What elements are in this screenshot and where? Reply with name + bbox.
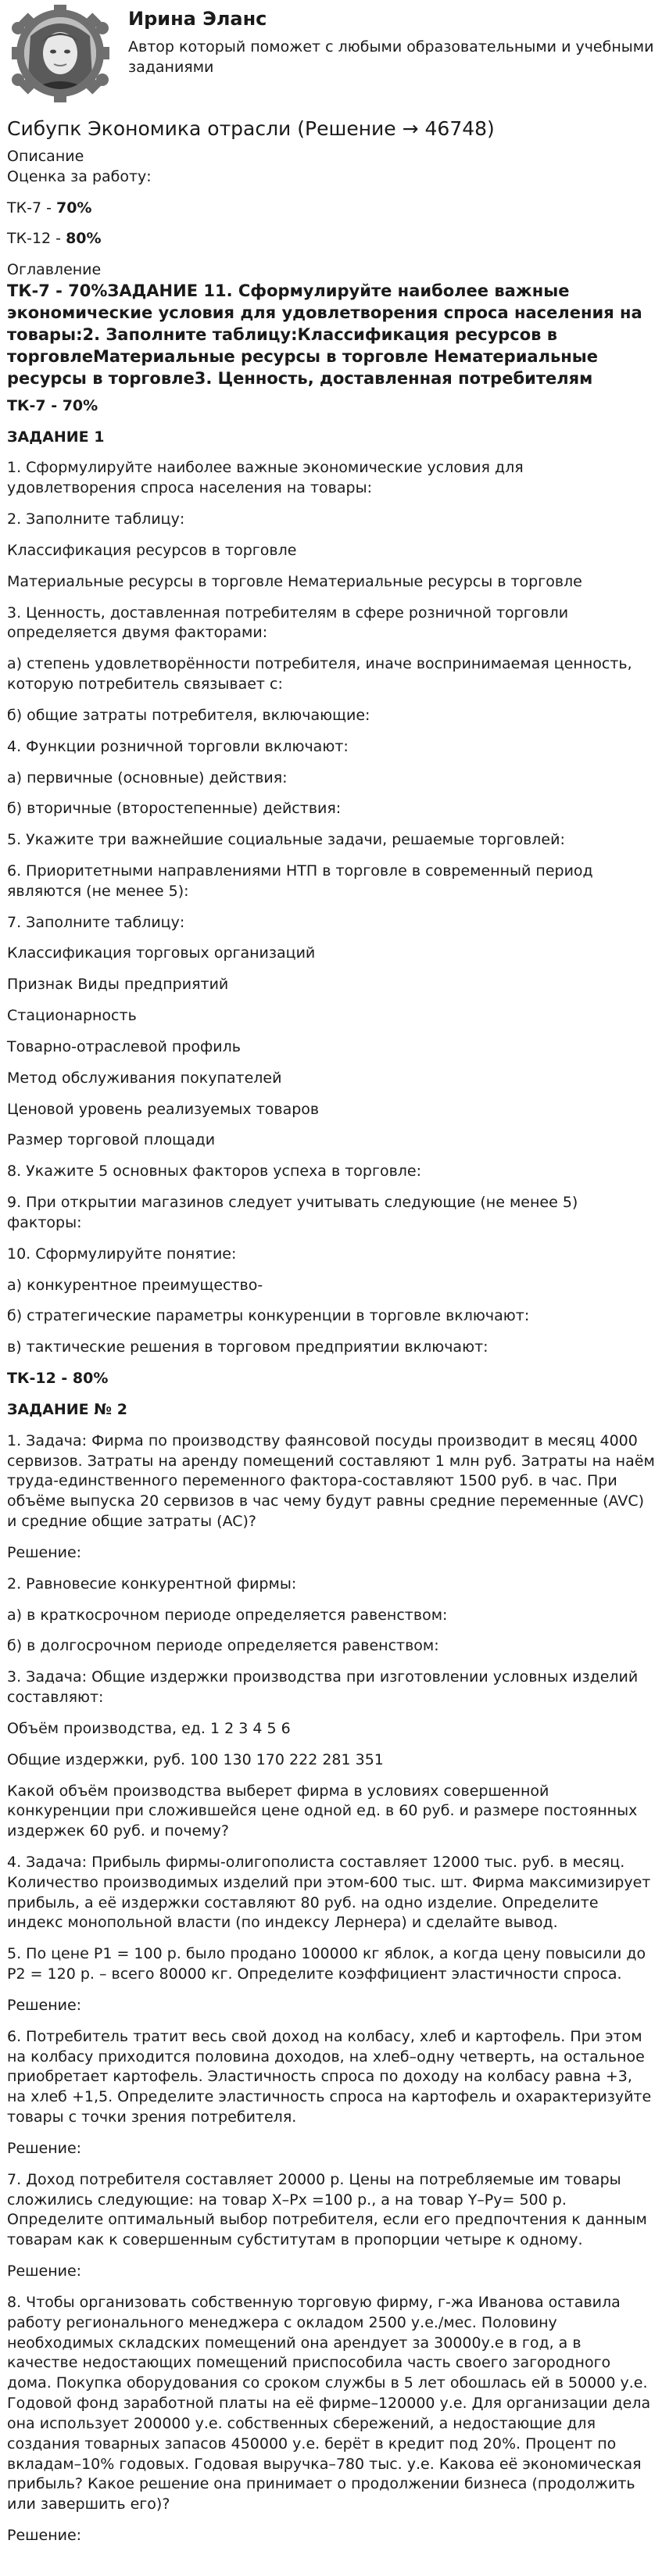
list-item: б) стратегические параметры конкуренции в торговле включают: (7, 1307, 530, 1325)
list-item: 8. Чтобы организовать собственную торговую фирму, г-жа Иванова оставила работу регионального менеджера с окладом 2500 у.е./мес. Половину необходимых складских помещений она арендует за 30000у.е в год, а в качестве недостающих помещений приспособила часть своего загородного дома. Покупка оборудования со сроком службы в 5 лет обошлась ей в 50000 у.е. Годовой фонд заработной платы на её фирме–120000 у.е. Для организации дела она использует 200000 у.е. собственных сбережений, а недостающие для создания товарных запасов 450000 у.е. берёт в кредит под 20%. Процент по вкладам–10% годовых. Годовая выручка–780 тыс. у.е. Какова её экономическая прибыль? Какое решение она принимает о продолжении бизнеса (продолжить или завершить его)? (7, 2293, 651, 2513)
list-item: Решение: (7, 2527, 82, 2544)
grade-tk12-value: 80% (66, 230, 102, 248)
list-item: Классификация торговых организаций (7, 944, 316, 962)
list-item: Решение: (7, 1543, 82, 1561)
list-item: Товарно-отраслевой профиль (7, 1037, 241, 1055)
author-name[interactable]: Ирина Эланс (128, 8, 267, 30)
list-item: Объём производства, ед. 1 2 3 4 5 6 (7, 1719, 291, 1737)
list-item: Решение: (7, 2263, 82, 2280)
list-item: Общие издержки, руб. 100 130 170 222 281 351 (7, 1750, 384, 1768)
list-item: Решение: (7, 1996, 82, 2014)
list-item: 2. Равновесие конкурентной фирмы: (7, 1575, 297, 1593)
list-item: 4. Задача: Прибыль фирмы-олигополиста составляет 12000 тыс. руб. в месяц. Количество производимых изделий при этом-600 тыс. шт. Фирма максимизирует прибыль, а её издержки составляют 80 руб. на одно изделие. Определите индекс монопольной власти (по индексу Лернера) и сделайте вывод. (7, 1853, 651, 1932)
toc-text: ТК-7 - 70%ЗАДАНИЕ 11. Сформулируйте наиболее важные экономические условия для удовлетворения спроса населения на товары:2. Заполните таблицу:Классификация ресурсов в торговлеМатериальные ресурсы в торговле Нематериальные ресурсы в торговле3. Ценность, доставленная потребителям (7, 281, 642, 388)
part1-items (7, 458, 655, 1358)
list-item: Решение: (7, 2139, 82, 2157)
author-info (128, 5, 655, 78)
list-item: 3. Ценность, доставленная потребителям в сфере розничной торговли определяется двумя факторами: (7, 604, 569, 642)
list-item: 5. Укажите три важнейшие социальные задачи, решаемые торговлей: (7, 831, 565, 849)
list-item: 2. Заполните таблицу: (7, 511, 185, 528)
list-item: 6. Потребитель тратит весь свой доход на колбасу, хлеб и картофель. При этом на колбасу приходится половина доходов, на хлеб–одну четверть, на остальное приобретает картофель. Эластичность спроса по доходу на колбасу равна +3, на хлеб +1,5. Определите эластичность спроса на картофель и охарактеризуйте товары с точки зрения потребителя. (7, 2027, 652, 2126)
grade-label: Оценка за работу: (7, 167, 152, 185)
part2-heading: ТК-12 - 80% (7, 1370, 109, 1388)
list-item: 3. Задача: Общие издержки производства при изготовлении условных изделий составляют: (7, 1668, 639, 1707)
part2-items (7, 1431, 655, 2546)
list-item: а) первичные (основные) действия: (7, 769, 288, 786)
list-item: 1. Сформулируйте наиболее важные экономические условия для удовлетворения спроса населения на товары: (7, 459, 524, 497)
list-item: Классификация ресурсов в торговле (7, 541, 297, 559)
list-item: 9. При открытии магазинов следует учитывать следующие (не менее 5) факторы: (7, 1194, 578, 1231)
list-item: 10. Сформулируйте понятие: (7, 1245, 237, 1263)
list-item: б) вторичные (второстепенные) действия: (7, 800, 342, 818)
grade-tk12 (7, 229, 655, 249)
grade-tk7-value: 70% (55, 199, 92, 217)
list-item: а) конкурентное преимущество- (7, 1276, 263, 1294)
list-item: 5. По цене P1 = 100 р. было продано 100000 кг яблок, а когда цену повысили до P2 = 120 р. – всего 80000 кг. Определите коэффициент эластичности спроса. (7, 1945, 646, 1983)
avatar-photo-icon (7, 5, 114, 102)
list-item: 4. Функции розничной торговли включают: (7, 737, 349, 755)
list-item: Какой объём производства выберет фирма в условиях совершенной конкуренции при сложившейся цене одной ед. в 60 руб. и размере постоянных издержек 60 руб. и почему? (7, 1782, 638, 1840)
list-item: Ценовой уровень реализуемых товаров (7, 1100, 320, 1118)
list-item: а) в краткосрочном периоде определяется равенством: (7, 1606, 448, 1624)
grade-tk7-label: ТК-7 - (7, 199, 56, 217)
list-item: Стационарность (7, 1007, 137, 1025)
list-item: Материальные ресурсы в торговле Нематериальные ресурсы в торговле (7, 572, 582, 590)
list-item: в) тактические решения в торговом предприятии включают: (7, 1338, 488, 1356)
list-item: 6. Приоритетными направлениями НТП в торговле в современный период являются (не менее 5): (7, 862, 593, 900)
list-item: Признак Виды предприятий (7, 976, 229, 994)
part1-task: ЗАДАНИЕ 1 (7, 428, 105, 446)
list-item: 8. Укажите 5 основных факторов успеха в торговле: (7, 1163, 422, 1181)
part2-task: ЗАДАНИЕ № 2 (7, 1400, 127, 1418)
list-item: 7. Доход потребителя составляет 20000 р. Цены на потребляемые им товары сложились следующие: на товар X–Px =100 р., а на товар Y–Py= 500 р. Определите оптимальный выбор потребителя, если его предпочтения к данным товарам как к совершенным субститутам в пропорции четыре к одному. (7, 2170, 647, 2249)
grade-tk7 (7, 199, 655, 219)
part1-heading: ТК-7 - 70% (7, 396, 98, 414)
author-description: Автор который поможет с любыми образовательными и учебными заданиями (128, 38, 654, 77)
list-item: Метод обслуживания покупателей (7, 1069, 282, 1087)
toc-label: Оглавление (7, 261, 102, 279)
grade-tk12-label: ТК-12 - (7, 230, 66, 248)
author-header (7, 5, 655, 105)
author-avatar[interactable] (7, 5, 114, 102)
description-label: Описание (7, 148, 84, 165)
list-item: а) степень удовлетворённости потребителя, иначе воспринимаемая ценность, которую потребитель связывает с: (7, 655, 632, 693)
list-item: Размер торговой площади (7, 1131, 216, 1149)
list-item: 7. Заполните таблицу: (7, 913, 185, 931)
list-item: б) в долгосрочном периоде определяется равенством: (7, 1637, 439, 1655)
document-title: Сибупк Экономика отрасли (Решение → 46748) (7, 117, 495, 140)
list-item: б) общие затраты потребителя, включающие: (7, 706, 370, 724)
list-item: 1. Задача: Фирма по производству фаянсовой посуды производит в месяц 4000 сервизов. Затраты на аренду помещений составляют 1 млн руб. Затраты на наём труда-единственного переменного фактора-составляют 1500 руб. в час. При объёме выпуска 20 сервизов в час чему будут равны средние переменные (AVC) и средние общие затраты (AC)? (7, 1431, 655, 1531)
